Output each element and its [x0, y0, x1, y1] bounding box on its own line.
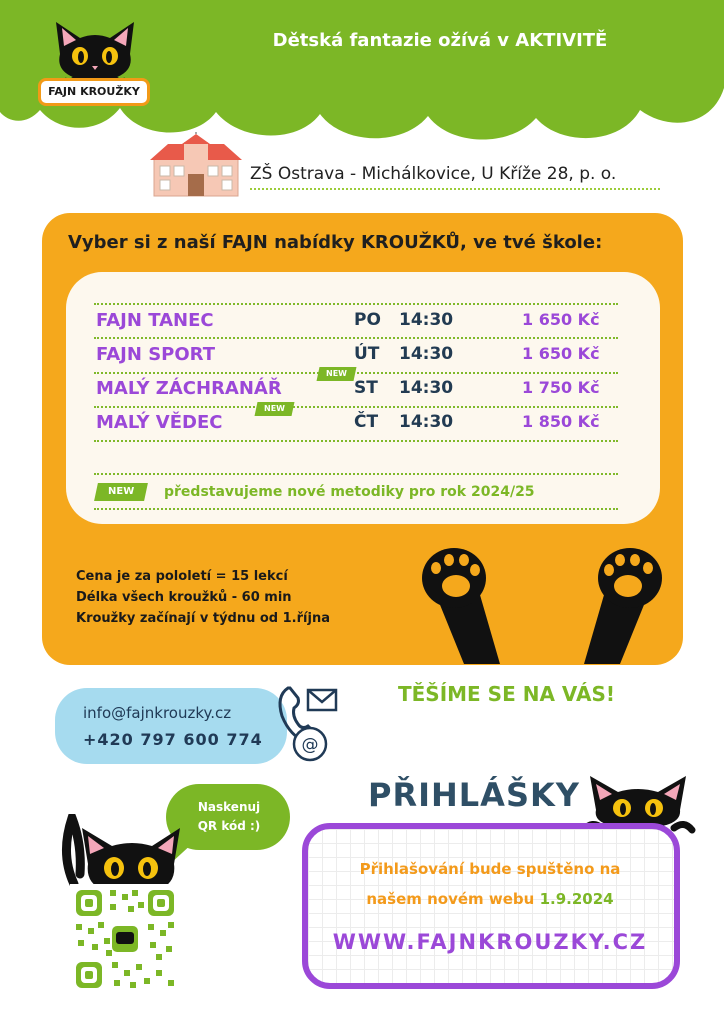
course-price: 1 850 Kč [522, 412, 600, 431]
divider [94, 508, 618, 510]
divider [250, 188, 660, 190]
tagline: Dětská fantazie ožívá v AKTIVITĚ [272, 30, 608, 51]
course-time: 14:30 [399, 412, 454, 432]
qr-code-icon[interactable] [70, 884, 180, 994]
course-time: 14:30 [399, 378, 454, 398]
new-badge: NEW [94, 483, 148, 501]
offer-title: Vyber si z naší FAJN nabídky KROUŽKŮ, ve tvé škole: [68, 232, 603, 253]
course-price: 1 650 Kč [522, 344, 600, 363]
divider [94, 303, 618, 305]
course-day: ČT [354, 412, 379, 432]
course-day: PO [354, 310, 381, 330]
info-line: Cena je za pololetí = 15 lekcí [76, 569, 288, 584]
registration-title: PŘIHLÁŠKY [368, 776, 580, 814]
course-day: ÚT [354, 344, 380, 364]
contact-phone[interactable]: +420 797 600 774 [83, 730, 263, 749]
new-badge: NEW [317, 367, 357, 381]
school-address: ZŠ Ostrava - Michálkovice, U Kříže 28, p. o. [250, 164, 617, 184]
contact-box [55, 688, 287, 764]
info-line: Kroužky začínají v týdnu od 1.října [76, 611, 330, 626]
logo-badge: FAJN KROUŽKY [38, 78, 150, 106]
divider [94, 473, 618, 475]
black-cat-icon [50, 18, 140, 84]
course-name: FAJN SPORT [96, 344, 215, 365]
black-cat-icon [60, 814, 200, 894]
course-time: 14:30 [399, 310, 454, 330]
course-row [96, 310, 616, 340]
course-price: 1 650 Kč [522, 310, 600, 329]
info-block [76, 566, 330, 629]
notice-text: představujeme nové metodiky pro rok 2024/25 [164, 484, 535, 500]
course-name: FAJN TANEC [96, 310, 214, 331]
phone-icon [272, 682, 342, 764]
new-badge: NEW [255, 402, 295, 416]
course-name: MALÝ ZÁCHRANÁŘ [96, 378, 282, 399]
paw-icon [404, 540, 510, 664]
bubble-text: Naskenuj QR kód :) [197, 800, 261, 833]
welcome-text: TĚŠÍME SE NA VÁS! [398, 682, 616, 706]
course-row [96, 412, 616, 442]
course-name: MALÝ VĚDEC [96, 412, 223, 433]
paw-icon [574, 540, 680, 664]
school-building-icon [150, 132, 242, 198]
course-time: 14:30 [399, 344, 454, 364]
registration-text: Přihlašování bude spuštěno na našem novém webu 1.9.2024 [359, 860, 621, 908]
course-row [96, 344, 616, 374]
course-row [96, 378, 616, 408]
course-day: ST [354, 378, 378, 398]
registration-date: 1.9.2024 [539, 890, 614, 908]
website-link[interactable]: WWW.FAJNKROUZKY.CZ [332, 930, 648, 954]
info-line: Délka všech kroužků - 60 min [76, 590, 292, 605]
at-icon: @ [301, 735, 319, 755]
contact-email[interactable]: info@fajnkrouzky.cz [83, 704, 232, 722]
course-price: 1 750 Kč [522, 378, 600, 397]
